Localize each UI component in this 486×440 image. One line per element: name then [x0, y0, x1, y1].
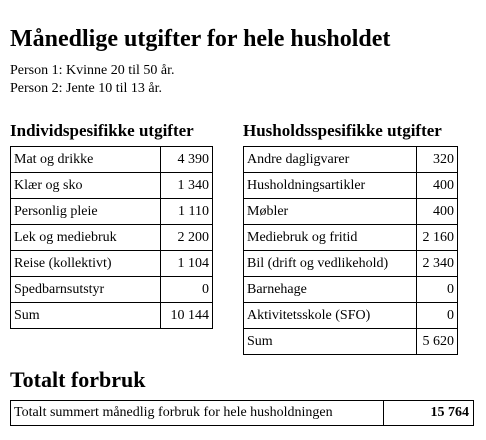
table-row [244, 173, 458, 199]
table-row [244, 147, 458, 173]
table-row [244, 303, 458, 329]
person-1-description: Person 1: Kvinne 20 til 50 år. [10, 63, 175, 78]
table-row [11, 147, 213, 173]
expense-label: Husholdningsartikler [244, 173, 417, 199]
sum-row [244, 329, 458, 355]
expense-label: Lek og mediebruk [11, 225, 161, 251]
expense-label: Mat og drikke [11, 147, 161, 173]
expense-label: Reise (kollektivt) [11, 251, 161, 277]
total-value: 15 764 [384, 401, 474, 426]
expense-value: 400 [417, 173, 458, 199]
sum-value: 10 144 [161, 303, 213, 329]
total-row [11, 401, 474, 426]
table-row [244, 199, 458, 225]
expense-label: Aktivitetsskole (SFO) [244, 303, 417, 329]
person-2-description: Person 2: Jente 10 til 13 år. [10, 81, 163, 96]
table-row [11, 225, 213, 251]
table-row [244, 277, 458, 303]
expense-value: 0 [417, 277, 458, 303]
sum-value: 5 620 [417, 329, 458, 355]
table-row [244, 251, 458, 277]
expense-value: 1 110 [161, 199, 213, 225]
table-row [11, 173, 213, 199]
expense-value: 0 [417, 303, 458, 329]
individual-expenses-table [10, 146, 213, 329]
sum-label: Sum [244, 329, 417, 355]
expense-value: 2 340 [417, 251, 458, 277]
household-expenses-heading: Husholdsspesifikke utgifter [243, 121, 442, 140]
expense-value: 0 [161, 277, 213, 303]
expense-label: Barnehage [244, 277, 417, 303]
expense-value: 2 160 [417, 225, 458, 251]
total-label: Totalt summert månedlig forbruk for hele husholdningen [11, 401, 384, 426]
household-expenses-table [243, 146, 458, 355]
table-row [11, 199, 213, 225]
expense-label: Klær og sko [11, 173, 161, 199]
sum-label: Sum [11, 303, 161, 329]
table-row [244, 225, 458, 251]
expense-value: 320 [417, 147, 458, 173]
expense-label: Møbler [244, 199, 417, 225]
expense-label: Bil (drift og vedlikehold) [244, 251, 417, 277]
expense-value: 2 200 [161, 225, 213, 251]
page-title: Månedlige utgifter for hele husholdet [10, 26, 391, 52]
total-table [10, 400, 474, 426]
expense-value: 1 104 [161, 251, 213, 277]
expense-value: 4 390 [161, 147, 213, 173]
total-heading: Totalt forbruk [10, 367, 146, 392]
expense-label: Spedbarnsutstyr [11, 277, 161, 303]
table-row [11, 277, 213, 303]
individual-expenses-heading: Individspesifikke utgifter [10, 121, 194, 140]
sum-row [11, 303, 213, 329]
expense-label: Andre dagligvarer [244, 147, 417, 173]
expense-value: 1 340 [161, 173, 213, 199]
expense-value: 400 [417, 199, 458, 225]
expense-label: Personlig pleie [11, 199, 161, 225]
expense-label: Mediebruk og fritid [244, 225, 417, 251]
table-row [11, 251, 213, 277]
